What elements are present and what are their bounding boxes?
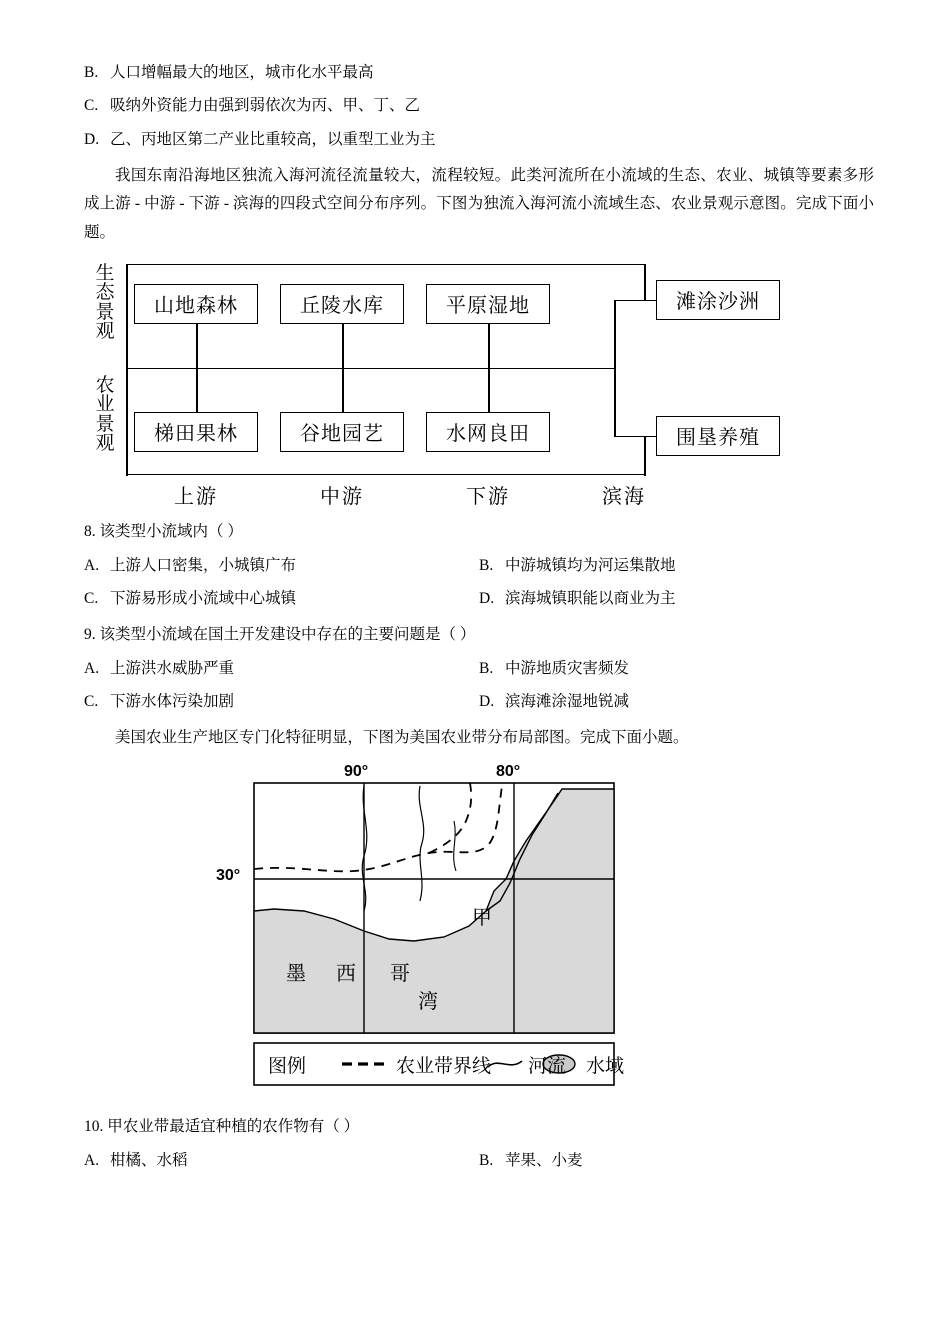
option-text: 柑橘、水稻 bbox=[110, 1151, 188, 1169]
option-label: B. bbox=[479, 659, 494, 677]
figure-watershed-landscape bbox=[92, 258, 792, 508]
axis-label-agricultural: 农 业 景 观 bbox=[95, 374, 115, 454]
stage-label-midstream: 中游 bbox=[320, 485, 364, 508]
option-text: 中游地质灾害频发 bbox=[505, 659, 630, 677]
question-8-options-row-1 bbox=[84, 549, 874, 582]
bracket-top bbox=[126, 264, 646, 266]
option-label: A. bbox=[84, 1151, 100, 1169]
option-text: 苹果、小麦 bbox=[505, 1151, 583, 1169]
sea-name-char-1: 墨 bbox=[286, 963, 306, 986]
bracket-bottom bbox=[126, 474, 646, 476]
option-text: 上游人口密集，小城镇广布 bbox=[110, 556, 297, 574]
question-9-options-row-1 bbox=[84, 652, 874, 685]
connector-eco-3 bbox=[488, 318, 490, 368]
option-row bbox=[84, 123, 874, 156]
option-text: 滨海滩涂湿地锐减 bbox=[505, 693, 630, 711]
agri-box-2: 谷地园艺 bbox=[280, 412, 404, 452]
question-8-options-row-2 bbox=[84, 582, 874, 615]
sea-name-char-3: 哥 bbox=[390, 963, 410, 986]
spine-coastal-top bbox=[614, 300, 656, 302]
option-label: C. bbox=[84, 97, 99, 115]
question-10-stem: 10. 甲农业带最适宜种植的农作物有（ ） bbox=[84, 1118, 360, 1136]
connector-agri-2 bbox=[342, 368, 344, 418]
option-label: C. bbox=[84, 693, 99, 711]
legend-item-river: 河流 bbox=[528, 1056, 567, 1078]
axis-label-ecological: 生 态 景 观 bbox=[95, 262, 115, 342]
agri-box-4: 围垦养殖 bbox=[656, 416, 780, 456]
legend-title: 图例 bbox=[268, 1056, 307, 1078]
option-text: 吸纳外资能力由强到弱依次为丙、甲、丁、乙 bbox=[110, 97, 421, 115]
stage-label-downstream: 下游 bbox=[466, 485, 510, 508]
option-text: 中游城镇均为河运集散地 bbox=[505, 556, 676, 574]
spine-coastal-bottom bbox=[614, 436, 656, 438]
agri-box-3: 水网良田 bbox=[426, 412, 550, 452]
passage-1: 我国东南沿海地区独流入海河流径流量较大，流程较短。此类河流所在小流域的生态、农业、城镇等要素多形成上游 - 中游 - 下游 - 滨海的四段式空间分布序列。下图为独流入海河流小流域生态、农业景观示意图。完成下面小题。 bbox=[84, 166, 874, 242]
option-row bbox=[84, 89, 874, 122]
option-text: 人口增幅最大的地区，城市化水平最高 bbox=[110, 64, 374, 81]
option-label: B. bbox=[479, 556, 494, 574]
stage-label-upstream: 上游 bbox=[174, 485, 218, 508]
connector-agri-1 bbox=[196, 368, 198, 418]
option-text: 下游水体污染加剧 bbox=[110, 693, 235, 711]
sea-name-char-4: 湾 bbox=[418, 991, 438, 1014]
agri-belt-boundary-branch bbox=[429, 783, 471, 853]
agri-box-1: 梯田果林 bbox=[134, 412, 258, 452]
option-label: C. bbox=[84, 589, 99, 607]
legend-item-agri-boundary: 农业带界线 bbox=[396, 1056, 492, 1078]
eco-box-1: 山地森林 bbox=[134, 284, 258, 324]
longitude-label-90: 90° bbox=[344, 763, 369, 781]
longitude-label-80: 80° bbox=[496, 763, 521, 781]
legend-river-symbol bbox=[488, 1061, 522, 1067]
option-label: D. bbox=[84, 130, 100, 148]
question-9-stem: 9. 该类型小流域在国土开发建设中存在的主要问题是（ ） bbox=[84, 626, 476, 644]
option-text: 上游洪水威胁严重 bbox=[110, 659, 235, 677]
page-content bbox=[84, 56, 874, 1177]
bracket-right-top bbox=[644, 264, 646, 300]
eco-box-4: 滩涂沙洲 bbox=[656, 280, 780, 320]
question-10-options-row-1 bbox=[84, 1144, 874, 1177]
option-label: D. bbox=[479, 589, 495, 607]
spine-horizontal bbox=[126, 368, 616, 370]
latitude-label-30: 30° bbox=[216, 867, 241, 885]
question-8-stem: 8. 该类型小流域内（ ） bbox=[84, 522, 243, 540]
option-text: 滨海城镇职能以商业为主 bbox=[505, 589, 676, 607]
option-label: D. bbox=[479, 693, 495, 711]
option-row bbox=[84, 56, 874, 89]
bracket-left bbox=[126, 264, 128, 476]
bracket-right-bottom bbox=[644, 436, 646, 476]
figure-us-agricultural-belt-map bbox=[214, 761, 694, 1091]
connector-eco-2 bbox=[342, 318, 344, 368]
connector-eco-1 bbox=[196, 318, 198, 368]
connector-agri-3 bbox=[488, 368, 490, 418]
option-text: 下游易形成小流域中心城镇 bbox=[110, 589, 297, 607]
spine-coastal-vertical bbox=[614, 300, 616, 436]
agri-belt-boundary bbox=[254, 783, 502, 871]
eco-box-3: 平原湿地 bbox=[426, 284, 550, 324]
stage-label-coastal: 滨海 bbox=[602, 485, 646, 508]
eco-box-2: 丘陵水库 bbox=[280, 284, 404, 324]
passage-2: 美国农业生产地区专门化特征明显，下图为美国农业带分布局部图。完成下面小题。 bbox=[115, 729, 689, 747]
sea-name-char-2: 西 bbox=[336, 963, 356, 986]
region-label-jia: 甲 bbox=[472, 907, 492, 930]
option-label: B. bbox=[84, 64, 99, 81]
legend-item-water: 水域 bbox=[586, 1056, 625, 1078]
option-label: B. bbox=[479, 1151, 494, 1169]
river-2 bbox=[419, 786, 424, 901]
option-text: 乙、丙地区第二产业比重较高，以重型工业为主 bbox=[110, 130, 436, 148]
option-label: A. bbox=[84, 556, 100, 574]
question-9-options-row-2 bbox=[84, 685, 874, 718]
map-svg bbox=[214, 761, 694, 1091]
option-label: A. bbox=[84, 659, 100, 677]
river-3 bbox=[454, 821, 456, 871]
